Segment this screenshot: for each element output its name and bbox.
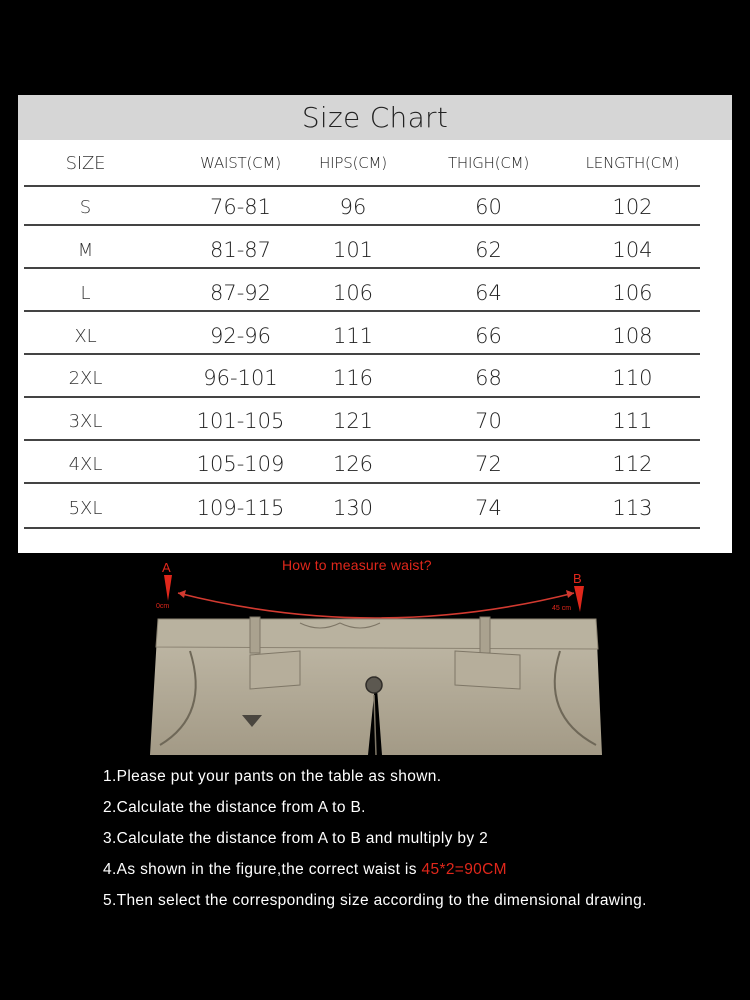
cell-size: S — [79, 196, 92, 218]
cell-thigh: 74 — [475, 496, 502, 520]
row-divider — [24, 310, 700, 312]
cell-hips: 96 — [339, 195, 367, 219]
header-thigh: THIGH(CM) — [447, 154, 530, 172]
fly-seam — [374, 695, 376, 755]
label-a: A — [162, 560, 171, 575]
header-hips: HIPS(CM) — [319, 154, 387, 172]
cell-hips: 116 — [332, 366, 374, 390]
cell-size: 4XL — [68, 453, 103, 475]
cell-size: 3XL — [68, 410, 103, 432]
table-header-row — [18, 142, 732, 184]
instruction-step-4-text: 4.As shown in the figure,the correct waist is — [103, 861, 422, 878]
header-waist: WAIST(CM) — [200, 154, 281, 172]
row-divider — [24, 224, 700, 226]
instruction-step-2: 2.Calculate the distance from A to B. — [103, 799, 366, 816]
instruction-step-3: 3.Calculate the distance from A to B and multiply by 2 — [103, 830, 489, 847]
cell-thigh: 64 — [475, 281, 502, 305]
cell-length: 112 — [612, 452, 653, 476]
pants-photo — [150, 615, 610, 765]
cell-thigh: 62 — [475, 238, 502, 262]
cell-hips: 106 — [332, 281, 374, 305]
cell-hips: 111 — [332, 324, 374, 348]
row-divider — [24, 439, 700, 441]
cell-size: 5XL — [68, 497, 103, 519]
cell-thigh: 70 — [475, 409, 502, 433]
table-row — [18, 487, 732, 529]
measure-title: How to measure waist? — [282, 557, 432, 573]
cell-size: L — [80, 282, 91, 304]
waistband — [156, 619, 598, 649]
arc-arrow-right-icon — [566, 590, 574, 598]
row-divider — [24, 353, 700, 355]
cell-hips: 130 — [332, 496, 374, 520]
size-chart-title-bar — [18, 95, 732, 140]
cell-length: 102 — [612, 195, 653, 219]
cell-length: 113 — [612, 496, 653, 520]
cell-waist: 96-101 — [203, 366, 278, 390]
belt-loop — [480, 617, 490, 653]
cell-size: M — [77, 239, 94, 261]
marker-a-icon — [164, 575, 172, 601]
cell-length: 104 — [612, 238, 653, 262]
cell-length: 106 — [612, 281, 653, 305]
row-divider — [24, 396, 700, 398]
size-chart — [18, 95, 732, 553]
instruction-step-4 — [103, 861, 507, 879]
cell-waist: 87-92 — [209, 281, 272, 305]
cell-thigh: 72 — [475, 452, 502, 476]
cell-hips: 121 — [332, 409, 374, 433]
start-mark: 0cm — [156, 603, 170, 610]
instruction-step-5: 5.Then select the corresponding size according to the dimensional drawing. — [103, 892, 647, 909]
table-row — [18, 186, 732, 228]
table-row — [18, 315, 732, 357]
table-row — [18, 357, 732, 399]
pocket-flap-left — [250, 651, 300, 689]
instruction-step-4-highlight: 45*2=90CM — [421, 861, 507, 878]
belt-loop — [250, 617, 260, 653]
cell-waist: 76-81 — [209, 195, 272, 219]
cell-waist: 92-96 — [209, 324, 272, 348]
cell-waist: 101-105 — [196, 409, 285, 433]
cell-waist: 105-109 — [196, 452, 285, 476]
label-b: B — [573, 571, 582, 586]
cell-thigh: 66 — [475, 324, 502, 348]
row-divider — [24, 527, 700, 529]
waist-measure-diagram — [150, 555, 610, 765]
cell-waist: 109-115 — [196, 496, 285, 520]
cell-length: 110 — [612, 366, 653, 390]
pocket-flap-right — [455, 651, 520, 689]
row-divider — [24, 267, 700, 269]
button-icon — [366, 677, 382, 693]
cell-thigh: 60 — [475, 195, 502, 219]
marker-b-icon — [574, 586, 584, 612]
cell-size: XL — [74, 325, 97, 347]
header-size: SIZE — [65, 152, 106, 174]
cell-length: 108 — [612, 324, 653, 348]
cell-length: 111 — [612, 409, 653, 433]
cell-size: 2XL — [68, 367, 103, 389]
table-row — [18, 400, 732, 442]
end-mark: 45 cm — [552, 605, 572, 612]
cell-waist: 81-87 — [209, 238, 272, 262]
row-divider — [24, 482, 700, 484]
header-length: LENGTH(CM) — [585, 154, 680, 172]
table-row — [18, 443, 732, 485]
cell-hips: 126 — [332, 452, 374, 476]
cell-hips: 101 — [332, 238, 374, 262]
cell-thigh: 68 — [475, 366, 502, 390]
instruction-step-1: 1.Please put your pants on the table as shown. — [103, 768, 442, 785]
size-chart-title: Size Chart — [301, 101, 449, 134]
table-row — [18, 272, 732, 314]
table-row — [18, 229, 732, 271]
